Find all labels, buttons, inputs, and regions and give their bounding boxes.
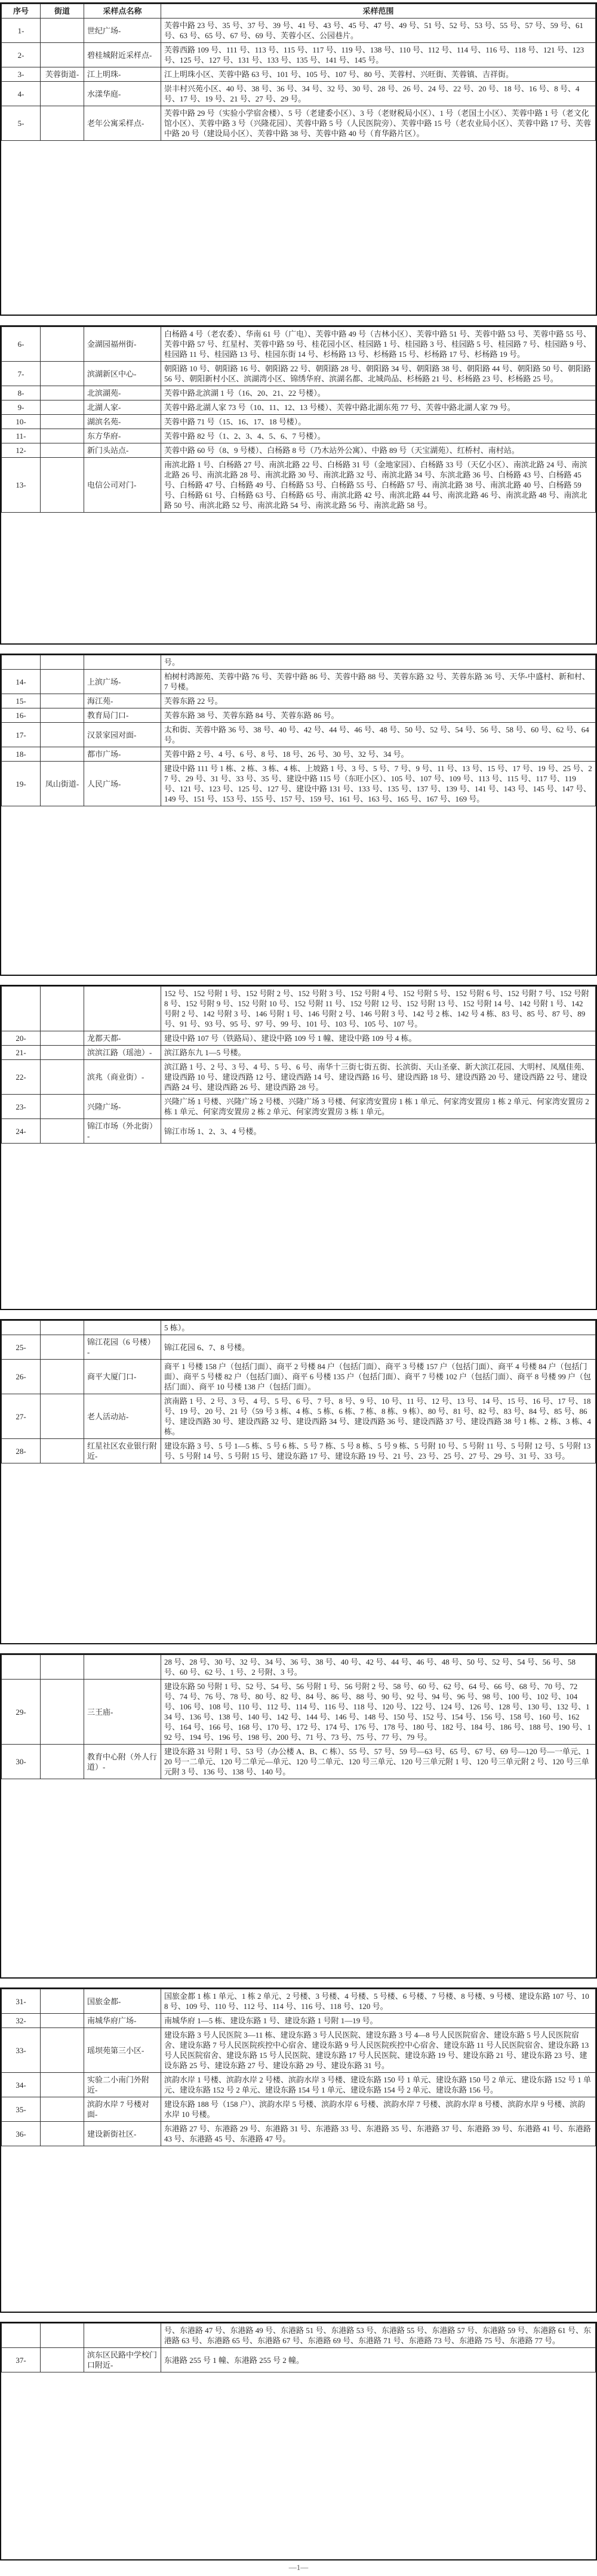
row-site-name: 世纪广场- xyxy=(84,19,161,43)
table-row xyxy=(2,2324,596,2348)
row-index xyxy=(2,987,41,1031)
row-sampling-range: 南滨北路 1 号、白杨路 27 号、南滨北路 22 号、白杨路 31 号（金地家园）、白杨路 33 号（天亿小区）、南滨北路 24 号、南滨北路 26 号、南滨北路 28 号、南滨北路 30 号、南滨北路 32 号、南滨北路 34 号、东滨北路 36 号、白杨路 43 号、白杨路 45 号、白杨路 47 号、白杨路 49 号、白杨路 53 号、白杨路 55 号、白杨路 57 号、南滨北路 38 号、南滨北路 40 号、白杨路 59 号、白杨路 61 号、白杨路 63 号、白杨路 65 号、南滨北路 42 号、南滨北路 44 号、南滨北路 46 号、南滨北路 48 号、南滨北路 50 号、南滨北路 52 号、南滨北路 54 号、南滨北路 56 号、南滨北路 58 号。 xyxy=(161,458,596,513)
row-index: 31- xyxy=(2,1989,41,2014)
row-index: 14- xyxy=(2,670,41,694)
row-street xyxy=(41,2348,84,2372)
row-index xyxy=(2,2324,41,2348)
table-row xyxy=(2,400,596,415)
table-row xyxy=(2,708,596,723)
table-row xyxy=(2,415,596,429)
row-site-name: 南城华府广场- xyxy=(84,2014,161,2028)
row-sampling-range: 滨韵水岸 1 号楼、滨韵水岸 2 号楼、滨韵水岸 3 号楼、建设东路 150 号 1 单元、建设东路 150 号 2 单元、建设东路 152 号 1 单元、建设东路 152 号 2 单元、建设东路 154 号 1 单元、建设东路 154 号 2 单元、建设东路 156 号。 xyxy=(161,2073,596,2097)
table-row xyxy=(2,1119,596,1144)
row-index: 3- xyxy=(2,67,41,82)
header-site: 采样点名称 xyxy=(84,4,161,19)
row-site-name: 锦江花园（6 号楼）- xyxy=(84,1335,161,1360)
table-row xyxy=(2,2097,596,2122)
row-sampling-range: 芙蓉东路 22 号。 xyxy=(161,694,596,708)
row-site-name: 电信公司对门- xyxy=(84,458,161,513)
row-sampling-range: 东港路 27 号、东港路 29 号、东港路 31 号、东港路 33 号、东港路 35 号、东港路 37 号、东港路 39 号、东港路 41 号、东港路 43 号、东港路 45 号、东港路 47 号。 xyxy=(161,2122,596,2146)
row-index: 11- xyxy=(2,429,41,443)
table-row xyxy=(2,67,596,82)
row-index: 12- xyxy=(2,443,41,458)
row-index: 4- xyxy=(2,82,41,106)
row-site-name: 水漾华庭- xyxy=(84,82,161,106)
table-row xyxy=(2,747,596,762)
row-street xyxy=(41,655,84,670)
row-street xyxy=(41,458,84,513)
row-site-name: 上滨广场- xyxy=(84,670,161,694)
row-site-name: 湖滨名苑- xyxy=(84,415,161,429)
row-sampling-range: 152 号、152 号附 1 号、152 号附 2 号、152 号附 3 号、152 号附 4 号、152 号附 5 号、152 号附 6 号、152 号附 7 号、152 号附 8 号、152 号附 9 号、152 号附 10 号、152 号附 11 号、152 号附 12 号、152 号附 13 号、152 号附 14 号、142 号附 1 号、142 号附 2 号、142 号附 3 号、146 号附 1 号、146 号附 2 号、146 号附 3 号、142 号 2 栋、142 号 4 栋、83 号、85 号、87 号、89 号、91 号、93 号、95 号、97 号、99 号、101 号、103 号、105 号、107 号。 xyxy=(161,987,596,1031)
row-street xyxy=(41,987,84,1031)
row-street xyxy=(41,82,84,106)
row-index: 18- xyxy=(2,747,41,762)
row-index: 2- xyxy=(2,43,41,67)
row-index: 17- xyxy=(2,723,41,747)
row-site-name: 老人活动站- xyxy=(84,1394,161,1439)
row-sampling-range: 芙蓉东路 38 号、芙蓉东路 84 号、芙蓉东路 86 号。 xyxy=(161,708,596,723)
row-site-name: 教育局门口- xyxy=(84,708,161,723)
row-street xyxy=(41,1655,84,1680)
row-index: 23- xyxy=(2,1095,41,1119)
row-sampling-range: 商平 1 号楼 158 户（包括门面）、商平 2 号楼 84 户（包括门面）、商平 3 号楼 157 户（包括门面）、商平 4 号楼 84 户（包括门面）、商平 5 号楼 82 户（包括门面）、商平 6 号楼 135 户（包括门面）、商平 7 号楼 102 户（包括门面）、商平 8 号楼 99 户（包括门面）、商平 10 号楼 138 户（包括门面）。 xyxy=(161,1360,596,1394)
row-street xyxy=(41,2122,84,2146)
row-street xyxy=(41,443,84,458)
header-range: 采样范围 xyxy=(161,4,596,19)
row-sampling-range: 滨南路 1 号、2 号、3 号、4 号、5 号、6 号、7 号、8 号、9 号、10 号、11 号、12 号、13 号、14 号、15 号、16 号、17 号、18 号、19 号、20 号、21 号（59 号 3 栋、4 栋、5 栋、6 栋、7 栋、8 栋、9 栋）、80 号、81 号、82 号、83 号、84 号、85 号、86 号、建设西路 30 号、建设西路 32 号、建设西路 34 号、建设西路 36 号、建设西路 37 号、建设西路 38 号 1 栋、2 栋、3 栋、4 栋。 xyxy=(161,1394,596,1439)
table-row xyxy=(2,2348,596,2372)
table-row xyxy=(2,762,596,806)
row-street xyxy=(41,2073,84,2097)
page-3 xyxy=(0,654,597,976)
row-index: 27- xyxy=(2,1394,41,1439)
row-site-name: 碧桂城附近采样点- xyxy=(84,43,161,67)
table-row xyxy=(2,429,596,443)
row-site-name xyxy=(84,987,161,1031)
row-street: 芙蓉街道- xyxy=(41,67,84,82)
table-row xyxy=(2,1680,596,1745)
row-sampling-range: 滨江路 1 号、2 号、3 号、4 号、5 号、6 号、南华十三街七街五街、长滨街、天山圣豪、新大滨江花园、大明村、凤凰佳苑、建设西路 10 号、建设西路 12 号、建设西路 14 号、建设西路 16 号、建设西路 18 号、建设西路 20 号、建设西路 22 号、建设西路 24 号、建设西路 26 号、建设西路 28 号。 xyxy=(161,1060,596,1095)
row-sampling-range: 建设中路 111 号 1 栋、2 栋、3 栋、4 栋、上坡路 1 号、3 号、5 号、7 号、9 号、11 号、13 号、15 号、17 号、19 号、25 号、27 号、29 号、31 号、33 号、35 号、建设中路 115 号（东旺小区）、105 号、107 号、109 号、113 号、115 号、117 号、119 号、121 号、123 号、125 号、127 号、建设中路 131 号、133 号、135 号、137 号、139 号、141 号、143 号、145 号、147 号、149 号、151 号、153 号、155 号、157 号、159 号、161 号、163 号、165 号、167 号、169 号。 xyxy=(161,762,596,806)
header-street: 街道 xyxy=(41,4,84,19)
table-row xyxy=(2,1031,596,1046)
page-1 xyxy=(0,2,597,316)
row-street xyxy=(41,694,84,708)
row-index: 37- xyxy=(2,2348,41,2372)
row-sampling-range: 芙蓉中路 60 号（8、9 号楼）、白杨路 8 号（乃木站外公寓）、中路 89 号（天宝湖苑）、红桥村、南村站。 xyxy=(161,443,596,458)
row-site-name: 国旅金都- xyxy=(84,1989,161,2014)
table-row xyxy=(2,987,596,1031)
row-sampling-range: 锦江花园 6、7、8 号楼。 xyxy=(161,1335,596,1360)
row-index: 22- xyxy=(2,1060,41,1095)
row-street xyxy=(41,2324,84,2348)
row-sampling-range: 28 号、28 号、30 号、32 号、34 号、36 号、38 号、40 号、42 号、44 号、46 号、48 号、50 号、52 号、54 号、56 号、58 号、60 号、62 号、1 号、2 号附、3 号。 xyxy=(161,1655,596,1680)
row-street xyxy=(41,362,84,386)
row-site-name: 滨湖新区中心- xyxy=(84,362,161,386)
table-row xyxy=(2,1394,596,1439)
table-row xyxy=(2,2028,596,2073)
row-index: 1- xyxy=(2,19,41,43)
row-index xyxy=(2,655,41,670)
row-street xyxy=(41,1119,84,1144)
row-street xyxy=(41,415,84,429)
row-site-name xyxy=(84,655,161,670)
table-row xyxy=(2,1046,596,1060)
table-row xyxy=(2,2122,596,2146)
row-site-name: 滨韵水岸 7 号楼对面- xyxy=(84,2097,161,2122)
table-row xyxy=(2,386,596,400)
row-street xyxy=(41,670,84,694)
row-site-name: 瑶坝苑第三小区- xyxy=(84,2028,161,2073)
row-street xyxy=(41,1321,84,1335)
row-street xyxy=(41,1335,84,1360)
row-sampling-range: 兴隆广场 1 号楼、兴隆广场 2 号楼、兴隆广场 3 号楼、何家湾安置房 1 栋 1 单元、何家湾安置房 1 栋 2 单元、何家湾安置房 2 栋 1 单元、何家湾安置房 2 栋 2 单元、何家湾安置房 3 栋 1 单元。 xyxy=(161,1095,596,1119)
sampling-table-page-7 xyxy=(1,1989,596,2146)
row-street xyxy=(41,429,84,443)
row-sampling-range: 号。 xyxy=(161,655,596,670)
row-index: 30- xyxy=(2,1745,41,1779)
row-street xyxy=(41,723,84,747)
table-row xyxy=(2,82,596,106)
row-street xyxy=(41,1360,84,1394)
row-index: 15- xyxy=(2,694,41,708)
row-index: 19- xyxy=(2,762,41,806)
table-row xyxy=(2,327,596,362)
table-row xyxy=(2,19,596,43)
row-index: 10- xyxy=(2,415,41,429)
table-row xyxy=(2,1745,596,1779)
row-index: 5- xyxy=(2,106,41,141)
row-index: 26- xyxy=(2,1360,41,1394)
table-row xyxy=(2,443,596,458)
row-street xyxy=(41,327,84,362)
row-site-name xyxy=(84,2324,161,2348)
table-row xyxy=(2,1360,596,1394)
row-index: 33- xyxy=(2,2028,41,2073)
row-sampling-range: 南城华府 1—5 栋、建设东路 1 号、建设东路 1 号附 1—19 号。 xyxy=(161,2014,596,2028)
sampling-table-page-1 xyxy=(1,4,596,141)
page-6 xyxy=(0,1653,597,1979)
row-index: 13- xyxy=(2,458,41,513)
row-sampling-range: 太和街、芙蓉中路 36 号、38 号、40 号、42 号、44 号、46 号、48 号、50 号、52 号、54 号、56 号、58 号、60 号、62 号、64 号。 xyxy=(161,723,596,747)
row-index: 36- xyxy=(2,2122,41,2146)
page-4 xyxy=(0,985,597,1310)
row-site-name: 东方华府- xyxy=(84,429,161,443)
table-row xyxy=(2,1060,596,1095)
row-index: 21- xyxy=(2,1046,41,1060)
row-index xyxy=(2,1321,41,1335)
row-sampling-range: 国旅金都 1 栋 1 单元、1 栋 2 单元、2 号楼、3 号楼、4 号楼、5 号楼、6 号楼、7 号楼、8 号楼、9 号楼、建设东路 107 号、108 号、109 号、110 号、112 号、114 号、116 号、118 号、120 号。 xyxy=(161,1989,596,2014)
table-row xyxy=(2,655,596,670)
row-sampling-range: 芙蓉中路 2 号、4 号、6 号、8 号、18 号、26 号、30 号、32 号、34 号。 xyxy=(161,747,596,762)
row-index: 8- xyxy=(2,386,41,400)
row-street xyxy=(41,1060,84,1095)
row-street xyxy=(41,1031,84,1046)
row-sampling-range: 5 栋）。 xyxy=(161,1321,596,1335)
row-street xyxy=(41,1680,84,1745)
row-street xyxy=(41,747,84,762)
row-street xyxy=(41,2097,84,2122)
sampling-table-page-8 xyxy=(1,2323,596,2372)
row-sampling-range: 朝阳路 10 号、朝阳路 16 号、朝阳路 22 号、朝阳路 28 号、朝阳路 34 号、朝阳路 38 号、朝阳路 44 号、朝阳路 50 号、朝阳路 56 号、朝阳新村小区、滨湖湾小区、锦绣华府、滨湖名都、北城尚品、杉杨路 21 号、杉杨路 23 号、杉杨路 25 号。 xyxy=(161,362,596,386)
row-site-name: 金湖园福州街- xyxy=(84,327,161,362)
row-sampling-range: 芙蓉中路 82 号（1、2、3、4、5、6、7 号楼）。 xyxy=(161,429,596,443)
sampling-table-page-2 xyxy=(1,326,596,513)
row-site-name: 汉景家园对面- xyxy=(84,723,161,747)
row-street xyxy=(41,2014,84,2028)
row-sampling-range: 芙蓉中路北滨湖 1 号（16、20、21、22 号楼）。 xyxy=(161,386,596,400)
row-sampling-range: 建设中路 107 号（铁路局）、建设中路 109 号 1 幢、建设中路 109 号 4 栋。 xyxy=(161,1031,596,1046)
row-street xyxy=(41,1745,84,1779)
row-street xyxy=(41,1989,84,2014)
row-street xyxy=(41,386,84,400)
row-index: 16- xyxy=(2,708,41,723)
table-row xyxy=(2,670,596,694)
table-row xyxy=(2,723,596,747)
row-site-name xyxy=(84,1655,161,1680)
row-street xyxy=(41,400,84,415)
page-2 xyxy=(0,325,597,645)
row-sampling-range: 柏树村鸿源苑、芙蓉中路 76 号、芙蓉中路 86 号、芙蓉中路 88 号、芙蓉东路 32 号、芙蓉东路 36 号、天华-中盛村、新和村、7 号楼。 xyxy=(161,670,596,694)
row-index: 28- xyxy=(2,1439,41,1463)
row-site-name: 兴隆广场- xyxy=(84,1095,161,1119)
table-row xyxy=(2,106,596,141)
page-5 xyxy=(0,1319,597,1644)
row-street: 凤山街道- xyxy=(41,762,84,806)
row-site-name: 锦江市场（外北街）- xyxy=(84,1119,161,1144)
row-index: 25- xyxy=(2,1335,41,1360)
row-site-name: 商平大厦门口- xyxy=(84,1360,161,1394)
row-site-name: 江上明珠- xyxy=(84,67,161,82)
row-sampling-range: 建设东路 188 号（158 户）、滨韵水岸 5 号楼、滨韵水岸 6 号楼、滨韵水岸 7 号楼、滨韵水岸 8 号楼、滨韵水岸 9 号楼、滨韵水岸 10 号楼。 xyxy=(161,2097,596,2122)
row-street xyxy=(41,708,84,723)
row-sampling-range: 白杨路 4 号（老农委）、华南 61 号（广电）、芙蓉中路 49 号（吉林小区）、芙蓉中路 51 号、芙蓉中路 53 号、芙蓉中路 55 号、芙蓉中路 57 号、红星村、芙蓉中路 59 号、桂花园小区、桂园路 1 号、桂园路 3 号、桂园路 5 号、桂园路 7 号、桂园路 9 号、桂园路 11 号、桂园路 13 号、桂园东街 14 号、杉杨路 13 号、杉杨路 15 号、杉杨路 17 号、杉杨路 19 号。 xyxy=(161,327,596,362)
row-site-name: 红星社区农业银行附近- xyxy=(84,1439,161,1463)
row-index: 24- xyxy=(2,1119,41,1144)
row-street xyxy=(41,43,84,67)
row-street xyxy=(41,1394,84,1439)
row-sampling-range: 滨江路东九 1—5 号楼。 xyxy=(161,1046,596,1060)
sampling-table-page-5 xyxy=(1,1320,596,1463)
row-site-name: 教育中心附（外人行道）- xyxy=(84,1745,161,1779)
table-row xyxy=(2,43,596,67)
row-sampling-range: 江上明珠小区、芙蓉中路 63 号、101 号、105 号、107 号、80 号、芙蓉村、兴旺街、芙蓉镇、吉祥街。 xyxy=(161,67,596,82)
row-index: 32- xyxy=(2,2014,41,2028)
table-row xyxy=(2,1095,596,1119)
row-sampling-range: 建设东路 3 号、5 号 1—5 栋、5 号 6 栋、5 号 7 栋、5 号 8 栋、5 号 9 栋、5 号附 10 号、5 号附 11 号、5 号附 12 号、5 号附 13 号、5 号附 14 号、5 号附 15 号、建设东路 17 号、建设东路 19 号、21 号、23 号、25 号、27 号、29 号、31 号、33 号。 xyxy=(161,1439,596,1463)
row-sampling-range: 芙蓉中路北湖人家 73 号（10、11、12、13 号楼）、芙蓉中路北湖东苑 77 号、芙蓉中路北湖人家 79 号。 xyxy=(161,400,596,415)
row-site-name xyxy=(84,1321,161,1335)
sampling-table-page-4 xyxy=(1,986,596,1144)
row-street xyxy=(41,1095,84,1119)
row-site-name: 人民广场- xyxy=(84,762,161,806)
row-index xyxy=(2,1655,41,1680)
row-index: 20- xyxy=(2,1031,41,1046)
row-sampling-range: 崇丰村兴苑小区、40 号、38 号、36 号、34 号、32 号、30 号、28 号、26 号、24 号、22 号、20 号、18 号、16 号、8 号、4 号、17 号、19 号、21 号、27 号、29 号。 xyxy=(161,82,596,106)
row-street xyxy=(41,2028,84,2073)
row-index: 9- xyxy=(2,400,41,415)
row-site-name: 老年公寓采样点- xyxy=(84,106,161,141)
table-row xyxy=(2,1989,596,2014)
row-site-name: 实验二小南门外附近- xyxy=(84,2073,161,2097)
row-sampling-range: 芙蓉中路 23 号、35 号、37 号、39 号、41 号、43 号、45 号、47 号、49 号、51 号、52 号、53 号、55 号、57 号、59 号、61 号、63 号、65 号、67 号、69 号、芙蓉小区、公园巷片。 xyxy=(161,19,596,43)
row-site-name: 滨兆（商业街）- xyxy=(84,1060,161,1095)
row-sampling-range: 芙蓉中路 71 号（15、16、17、18 号楼）。 xyxy=(161,415,596,429)
table-row xyxy=(2,1439,596,1463)
row-index: 34- xyxy=(2,2073,41,2097)
row-site-name: 龙都天都- xyxy=(84,1031,161,1046)
row-sampling-range: 建设东路 3 号人民医院 3—11 栋、建设东路 3 号人民医院、建设东路 3 号 4—8 号人民医院宿舍、建设东路 5 号人民医院宿舍、建设东路 7 号人民医院疾控中心宿舍、建设东路 9 号人民医院疾控中心宿舍、建设东路 11 号人民医院宿舍、建设东路 13 号人民医院宿舍、建设东路 15 号人民医院、建设东路 17 号人民医院、建设东路 19 号、建设东路 21 号、建设东路 23 号、建设东路 25 号、建设东路 27 号、建设东路 29 号、建设东路 31 号。 xyxy=(161,2028,596,2073)
row-index: 7- xyxy=(2,362,41,386)
row-site-name: 建设新街社区- xyxy=(84,2122,161,2146)
sampling-table-page-3 xyxy=(1,655,596,806)
row-sampling-range: 建设东路 50 号附 1 号、52 号、54 号、56 号附 1 号、56 号附 2 号、58 号、60 号、62 号、64 号、66 号、68 号、70 号、72 号、74 号、76 号、78 号、80 号、82 号、84 号、86 号、88 号、90 号、92 号、94 号、96 号、98 号、100 号、102 号、104 号、106 号、108 号、110 号、112 号、114 号、116 号、118 号、120 号、122 号、124 号、126 号、128 号、130 号、132 号、134 号、136 号、138 号、140 号、142 号、144 号、146 号、148 号、150 号、152 号、154 号、156 号、158 号、160 号、162 号、164 号、166 号、168 号、170 号、172 号、174 号、176 号、178 号、180 号、182 号、184 号、186 号、188 号、190 号、192 号、194 号、196 号、198 号、200 号、71 号、73 号、75 号、77 号、79 号。 xyxy=(161,1680,596,1745)
row-sampling-range: 东港路 255 号 1 幢、东港路 255 号 2 幢。 xyxy=(161,2348,596,2372)
row-site-name: 滨滨江路（瑶池）- xyxy=(84,1046,161,1060)
row-site-name: 都市广场- xyxy=(84,747,161,762)
row-sampling-range: 号、东港路 47 号、东港路 49 号、东港路 51 号、东港路 53 号、东港路 55 号、东港路 57 号、东港路 59 号、东港路 61 号、东港路 63 号、东港路 65 号、东港路 67 号、东港路 69 号、东港路 71 号、东港路 73 号、东港路 75 号、东港路 77 号。 xyxy=(161,2324,596,2348)
sampling-table-page-6 xyxy=(1,1654,596,1779)
row-site-name: 北湖人家- xyxy=(84,400,161,415)
table-header-row xyxy=(2,4,596,19)
table-row xyxy=(2,362,596,386)
table-row xyxy=(2,1335,596,1360)
row-sampling-range: 建设东路 31 号附 1 号、53 号（办公楼 A、B、C 栋）、55 号、57 号、59 号—63 号、65 号、67 号、69 号—120 号—一单元、120 号一二单元、120 号二单元—单元、120 号二单元、120 号三单元、120 号三单元附 1 号、120 号三单元附 2 号、120 号三单元附 3 号、136 号、138 号、140 号。 xyxy=(161,1745,596,1779)
row-sampling-range: 芙蓉中路 29 号（实验小学宿舍楼）、5 号（老建委小区）、3 号（老财税局小区）、1 号（老国土小区）、芙蓉中路 1 号（老文化馆小区）、芙蓉中路 3 号（兴隆花园）、芙蓉中路 5 号（人民医院旁）、芙蓉中路 15 号（老农业局小区）、芙蓉中路 17 号、芙蓉中路 20 号（建设局小区）、芙蓉中路 38 号、芙蓉中路 40 号（育华路片区）。 xyxy=(161,106,596,141)
page-footer: —1— xyxy=(288,2563,309,2572)
row-site-name: 海江苑- xyxy=(84,694,161,708)
page-8 xyxy=(0,2322,597,2560)
table-row xyxy=(2,1655,596,1680)
row-index: 6- xyxy=(2,327,41,362)
table-row xyxy=(2,2073,596,2097)
row-street xyxy=(41,1439,84,1463)
row-site-name: 北滨湖苑- xyxy=(84,386,161,400)
row-street xyxy=(41,106,84,141)
table-row xyxy=(2,2014,596,2028)
row-index: 29- xyxy=(2,1680,41,1745)
row-index: 35- xyxy=(2,2097,41,2122)
table-row xyxy=(2,458,596,513)
row-street xyxy=(41,19,84,43)
row-site-name: 滨东区民路中学校门口附近- xyxy=(84,2348,161,2372)
row-site-name: 三王庙- xyxy=(84,1680,161,1745)
table-row xyxy=(2,1321,596,1335)
row-sampling-range: 芙蓉西路 109 号、111 号、113 号、115 号、117 号、119 号、138 号、110 号、112 号、114 号、116 号、118 号、121 号、123 号、125 号、127 号、131 号、133 号、135 号、141 号、145 号。 xyxy=(161,43,596,67)
row-street xyxy=(41,1046,84,1060)
header-index: 序号 xyxy=(2,4,41,19)
page-7 xyxy=(0,1988,597,2313)
row-site-name: 新门头站点- xyxy=(84,443,161,458)
table-row xyxy=(2,694,596,708)
row-sampling-range: 锦江市场 1、2、3、4 号楼。 xyxy=(161,1119,596,1144)
